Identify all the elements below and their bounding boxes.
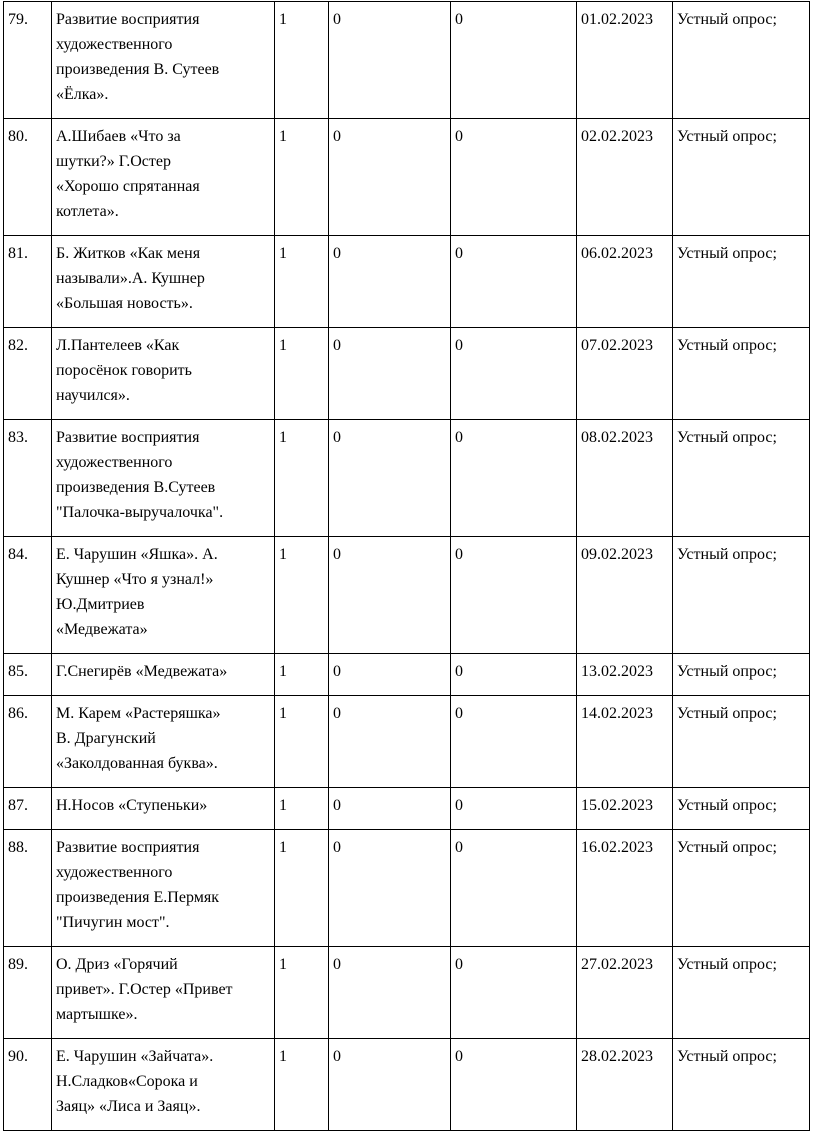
total-hours: 1: [275, 537, 329, 654]
table-row: [4, 2, 810, 119]
lesson-topic: М. Карем «Растеряшка» В. Драгунский «Заколдованная буква».: [52, 696, 275, 788]
control-form: Устный опрос;: [673, 2, 810, 119]
total-hours: 1: [275, 119, 329, 236]
lesson-number: 83.: [4, 420, 52, 537]
lesson-number: 89.: [4, 947, 52, 1039]
table-row: [4, 537, 810, 654]
total-hours: 1: [275, 696, 329, 788]
lesson-number: 87.: [4, 788, 52, 830]
lesson-topic: Б. Житков «Как меня называли».А. Кушнер «Большая новость».: [52, 236, 275, 328]
lesson-topic: Г.Снегирёв «Медвежата»: [52, 654, 275, 696]
lesson-date: 16.02.2023: [577, 830, 673, 947]
lesson-topic: Е. Чарушин «Зайчата». Н.Сладков«Сорока и Заяц» «Лиса и Заяц».: [52, 1039, 275, 1131]
control-form: Устный опрос;: [673, 788, 810, 830]
control-form: Устный опрос;: [673, 1039, 810, 1131]
test-hours: 0: [329, 537, 451, 654]
test-hours: 0: [329, 420, 451, 537]
practical-hours: 0: [451, 236, 577, 328]
total-hours: 1: [275, 947, 329, 1039]
practical-hours: 0: [451, 696, 577, 788]
total-hours: 1: [275, 1039, 329, 1131]
test-hours: 0: [329, 947, 451, 1039]
table-row: [4, 236, 810, 328]
table-row: [4, 830, 810, 947]
lesson-topic: Развитие восприятия художественного произведения В. Сутеев «Ёлка».: [52, 2, 275, 119]
lesson-number: 88.: [4, 830, 52, 947]
lesson-date: 09.02.2023: [577, 537, 673, 654]
test-hours: 0: [329, 328, 451, 420]
table-row: [4, 947, 810, 1039]
practical-hours: 0: [451, 830, 577, 947]
lesson-topic: О. Дриз «Горячий привет». Г.Остер «Привет мартышке».: [52, 947, 275, 1039]
control-form: Устный опрос;: [673, 236, 810, 328]
table-row: [4, 696, 810, 788]
lesson-date: 28.02.2023: [577, 1039, 673, 1131]
lesson-date: 07.02.2023: [577, 328, 673, 420]
lesson-topic: Развитие восприятия художественного произведения В.Сутеев "Палочка-выручалочка".: [52, 420, 275, 537]
lesson-topic: А.Шибаев «Что за шутки?» Г.Остер «Хорошо спрятанная котлета».: [52, 119, 275, 236]
lesson-number: 79.: [4, 2, 52, 119]
lesson-date: 14.02.2023: [577, 696, 673, 788]
test-hours: 0: [329, 788, 451, 830]
table-row: [4, 328, 810, 420]
lessons-table: [3, 1, 810, 1131]
lesson-date: 27.02.2023: [577, 947, 673, 1039]
lesson-date: 06.02.2023: [577, 236, 673, 328]
practical-hours: 0: [451, 788, 577, 830]
test-hours: 0: [329, 236, 451, 328]
lesson-date: 02.02.2023: [577, 119, 673, 236]
lesson-number: 86.: [4, 696, 52, 788]
control-form: Устный опрос;: [673, 696, 810, 788]
lesson-number: 82.: [4, 328, 52, 420]
practical-hours: 0: [451, 537, 577, 654]
lesson-date: 08.02.2023: [577, 420, 673, 537]
test-hours: 0: [329, 2, 451, 119]
table-row: [4, 788, 810, 830]
control-form: Устный опрос;: [673, 119, 810, 236]
control-form: Устный опрос;: [673, 420, 810, 537]
total-hours: 1: [275, 328, 329, 420]
total-hours: 1: [275, 420, 329, 537]
total-hours: 1: [275, 654, 329, 696]
lesson-date: 13.02.2023: [577, 654, 673, 696]
table-row: [4, 1039, 810, 1131]
test-hours: 0: [329, 1039, 451, 1131]
table-row: [4, 654, 810, 696]
lesson-topic: Л.Пантелеев «Как поросёнок говорить научился».: [52, 328, 275, 420]
lesson-number: 81.: [4, 236, 52, 328]
lesson-number: 84.: [4, 537, 52, 654]
test-hours: 0: [329, 654, 451, 696]
lesson-number: 80.: [4, 119, 52, 236]
practical-hours: 0: [451, 947, 577, 1039]
lesson-number: 90.: [4, 1039, 52, 1131]
test-hours: 0: [329, 830, 451, 947]
practical-hours: 0: [451, 2, 577, 119]
table-row: [4, 119, 810, 236]
lessons-table-body: [4, 2, 810, 1131]
test-hours: 0: [329, 119, 451, 236]
control-form: Устный опрос;: [673, 328, 810, 420]
total-hours: 1: [275, 788, 329, 830]
total-hours: 1: [275, 830, 329, 947]
control-form: Устный опрос;: [673, 947, 810, 1039]
test-hours: 0: [329, 696, 451, 788]
total-hours: 1: [275, 236, 329, 328]
lesson-topic: Е. Чарушин «Яшка». А. Кушнер «Что я узнал!» Ю.Дмитриев «Медвежата»: [52, 537, 275, 654]
lesson-number: 85.: [4, 654, 52, 696]
practical-hours: 0: [451, 420, 577, 537]
practical-hours: 0: [451, 1039, 577, 1131]
lesson-date: 01.02.2023: [577, 2, 673, 119]
lesson-topic: Развитие восприятия художественного произведения Е.Пермяк "Пичугин мост".: [52, 830, 275, 947]
control-form: Устный опрос;: [673, 537, 810, 654]
practical-hours: 0: [451, 119, 577, 236]
table-row: [4, 420, 810, 537]
control-form: Устный опрос;: [673, 654, 810, 696]
control-form: Устный опрос;: [673, 830, 810, 947]
total-hours: 1: [275, 2, 329, 119]
practical-hours: 0: [451, 654, 577, 696]
practical-hours: 0: [451, 328, 577, 420]
lesson-topic: Н.Носов «Ступеньки»: [52, 788, 275, 830]
lesson-date: 15.02.2023: [577, 788, 673, 830]
